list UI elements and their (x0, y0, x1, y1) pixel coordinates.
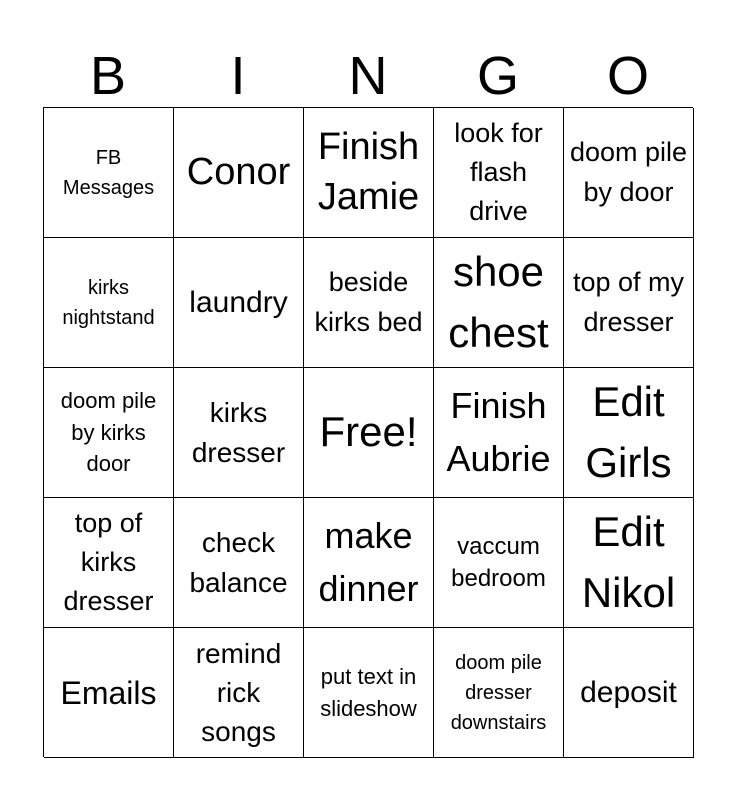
cell-text: Edit Nikol (581, 507, 676, 616)
bingo-cell[interactable] (304, 238, 434, 368)
cell-text: Free! (319, 408, 418, 456)
bingo-cell[interactable] (434, 108, 564, 238)
cell-text: beside kirks bed (314, 267, 423, 337)
bingo-cell free-space[interactable] (304, 368, 434, 498)
cell-text: FB Messages (62, 146, 155, 199)
cell-text: deposit (580, 676, 677, 709)
bingo-cell[interactable] (174, 238, 304, 368)
bingo-cell[interactable] (304, 108, 434, 238)
bingo-cell[interactable] (174, 108, 304, 238)
bingo-cell[interactable] (434, 238, 564, 368)
cell-text: put text in slideshow (320, 663, 417, 721)
bingo-cell[interactable] (564, 368, 694, 498)
bingo-cell[interactable] (434, 498, 564, 628)
bingo-cell[interactable] (174, 498, 304, 628)
bingo-cell[interactable] (44, 108, 174, 238)
bingo-board (43, 107, 693, 757)
header-letter-i: I (230, 46, 246, 106)
cell-text: Conor (186, 150, 291, 193)
bingo-header (43, 44, 693, 108)
cell-text: look for flash drive (454, 117, 543, 227)
bingo-cell[interactable] (564, 628, 694, 758)
cell-text: top of kirks dresser (63, 507, 154, 617)
cell-text: laundry (189, 286, 288, 319)
cell-text: shoe chest (448, 247, 549, 356)
header-letter-o: O (606, 46, 649, 106)
cell-text: doom pile dresser downstairs (450, 651, 547, 734)
cell-text: Finish Jamie (317, 126, 420, 218)
cell-text: top of my dresser (572, 267, 685, 337)
bingo-cell[interactable] (564, 498, 694, 628)
cell-text: Edit Girls (585, 377, 672, 486)
cell-text: kirks nightstand (62, 276, 155, 329)
header-letter-b: B (89, 46, 127, 106)
bingo-cell[interactable] (304, 498, 434, 628)
cell-text: Finish Aubrie (446, 385, 551, 479)
bingo-cell[interactable] (304, 628, 434, 758)
cell-text: doom pile by door (569, 137, 688, 207)
header-letter-n: N (348, 46, 388, 106)
bingo-cell[interactable] (44, 368, 174, 498)
bingo-cell[interactable] (564, 108, 694, 238)
bingo-cell[interactable] (44, 498, 174, 628)
cell-text: make dinner (318, 515, 419, 609)
bingo-cell[interactable] (174, 628, 304, 758)
bingo-cell[interactable] (44, 238, 174, 368)
cell-text: check balance (189, 527, 288, 598)
cell-text: vaccum bedroom (451, 533, 546, 592)
cell-text: kirks dresser (191, 397, 286, 468)
header-letter-g: G (476, 46, 519, 106)
bingo-cell[interactable] (434, 368, 564, 498)
bingo-cell[interactable] (44, 628, 174, 758)
cell-text: Emails (60, 674, 157, 711)
cell-text: doom pile by kirks door (60, 387, 157, 477)
bingo-cell[interactable] (564, 238, 694, 368)
bingo-cell[interactable] (174, 368, 304, 498)
bingo-cell[interactable] (434, 628, 564, 758)
cell-text: remind rick songs (195, 637, 282, 748)
